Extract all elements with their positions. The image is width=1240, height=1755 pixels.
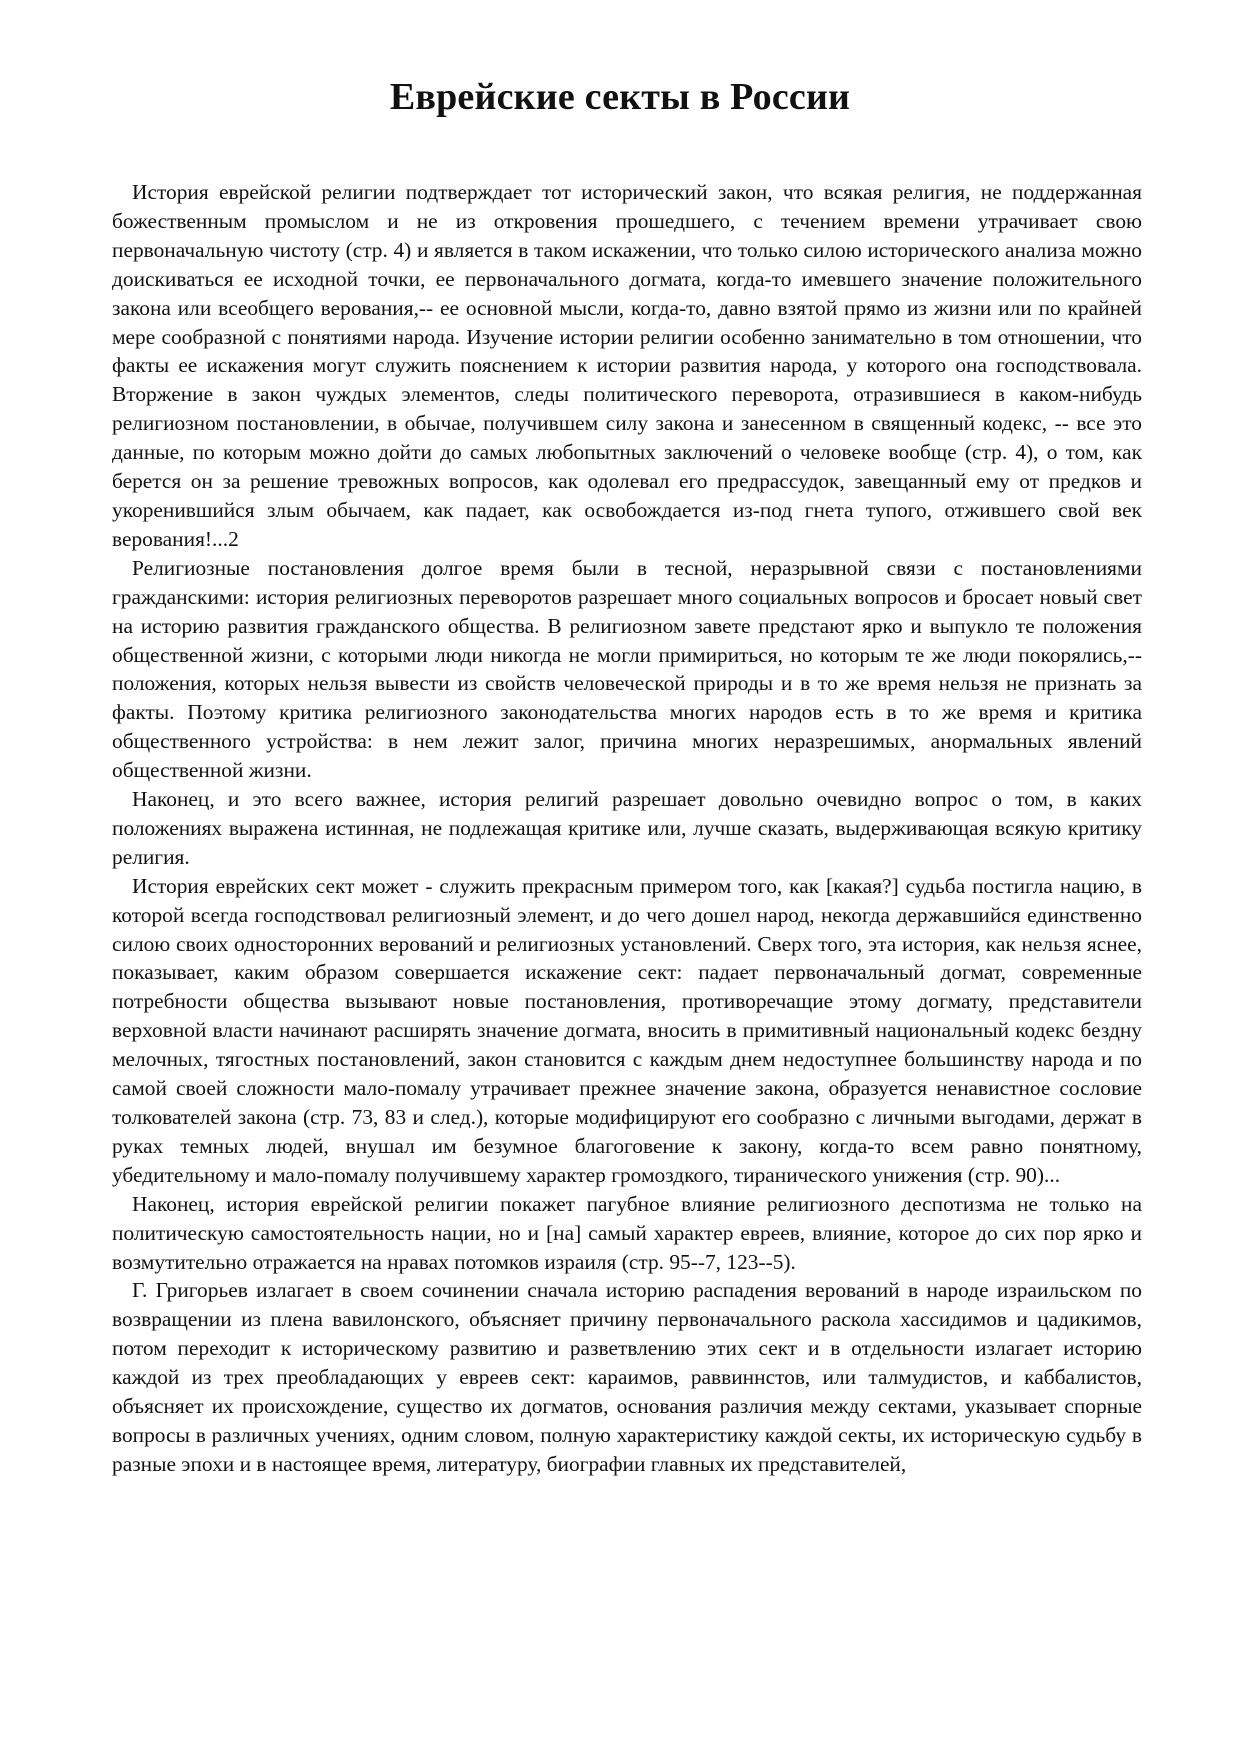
document-title: Еврейские секты в России <box>389 76 851 118</box>
paragraph: Наконец, история еврейской религии покажет пагубное влияние религиозного деспотизма не только на политическую самостоятельность нации, но и [на] самый характер евреев, влияние, которое до сих пор ярко и возмутительно отражается на нравах потомков израиля (стр. 95--7, 123--5). <box>112 1191 1142 1274</box>
paragraph: История еврейских сект может - служить прекрасным примером того, как [какая?] судьба постигла нацию, в которой всегда господствовал религиозный элемент, и до чего дошел народ, некогда державшийся единственно силою своих односторонних верований и религиозных установлений. Сверх того, эта история, как нельзя яснее, показывает, каким образом совершается искажение сект: падает первоначальный догмат, современные потребности общества вызывают новые постановления, противоречащие этому догмату, представители верховной власти начинают расширять значение догмата, вносить в примитивный национальный кодекс бездну мелочных, тягостных постановлений, закон становится с каждым днем недоступнее большинству народа и по самой своей сложности мало-помалу утрачивает прежнее значение закона, образуется ненавистное сословие толкователей закона (стр. 73, 83 и след.), которые модифицируют его сообразно с личными выгодами, держат в руках темных людей, внушал им безумное благоговение к закону, когда-то всем равно понятному, убедительному и мало-помалу получившему характер громоздкого, тиранического унижения (стр. 90)... <box>112 873 1142 1187</box>
paragraph: Религиозные постановления долгое время были в тесной, неразрывной связи с постановлениями гражданскими: история религиозных переворотов разрешает много социальных вопросов и бросает новый свет на историю развития гражданского общества. В религиозном завете предстают ярко и выпукло те положения общественной жизни, с которыми люди никогда не могли примириться, но которым те же люди покорялись,-- положения, которых нельзя вывести из свойств человеческой природы и в то же время нельзя не признать за факты. Поэтому критика религиозного законодательства многих народов есть в то же время и критика общественного устройства: в нем лежит залог, причина многих неразрешимых, анормальных явлений общественной жизни. <box>112 555 1142 783</box>
paragraph: История еврейской религии подтверждает тот исторический закон, что всякая религия, не поддержанная божественным промыслом и не из откровения прошедшего, с течением времени утрачивает свою первоначальную чистоту (стр. 4) и является в таком искажении, что только силою исторического анализа можно доискиваться ее исходной точки, ее первоначального догмата, когда-то имевшего значение положительного закона или всеобщего верования,-- ее основной мысли, когда-то, давно взятой прямо из жизни или по крайней мере сообразной с понятиями народа. Изучение истории религии особенно занимательно в том отношении, что факты ее искажения могут служить пояснением к истории развития народа, у которого она господствовала. Вторжение в закон чуждых элементов, следы политического переворота, отразившиеся в каком-нибудь религиозном постановлении, в обычае, получившем силу закона и занесенном в священный кодекс, -- все это данные, по которым можно дойти до самых любопытных заключений о человеке вообще (стр. 4), о том, как берется он за решение тревожных вопросов, как одолевал его предрассудок, завещанный ему от предков и укоренившийся злым обычаем, как падает, как освобождается из-под гнета тупого, отжившего свой век верования!...2 <box>112 180 1142 551</box>
paragraph: Наконец, и это всего важнее, история религий разрешает довольно очевидно вопрос о том, в каких положениях выражена истинная, не подлежащая критике или, лучше сказать, выдерживающая всякую критику религия. <box>112 787 1142 869</box>
paragraph: Г. Григорьев излагает в своем сочинении сначала историю распадения верований в народе израильском по возвращении из плена вавилонского, объясняет причину первоначального раскола хассидимов и цадикимов, потом переходит к историческому развитию и разветвлению этих сект и в отдельности излагает историю каждой из трех преобладающих у евреев сект: караимов, раввиннстов, или талмудистов, и каббалистов, объясняет их происхождение, существо их догматов, основания различия между сектами, указывает спорные вопросы в различных учениях, одним словом, полную характеристику каждой секты, их историческую судьбу в разные эпохи и в настоящее время, литературу, биографии главных их представителей, <box>112 1278 1142 1476</box>
document-body <box>112 178 1142 1479</box>
